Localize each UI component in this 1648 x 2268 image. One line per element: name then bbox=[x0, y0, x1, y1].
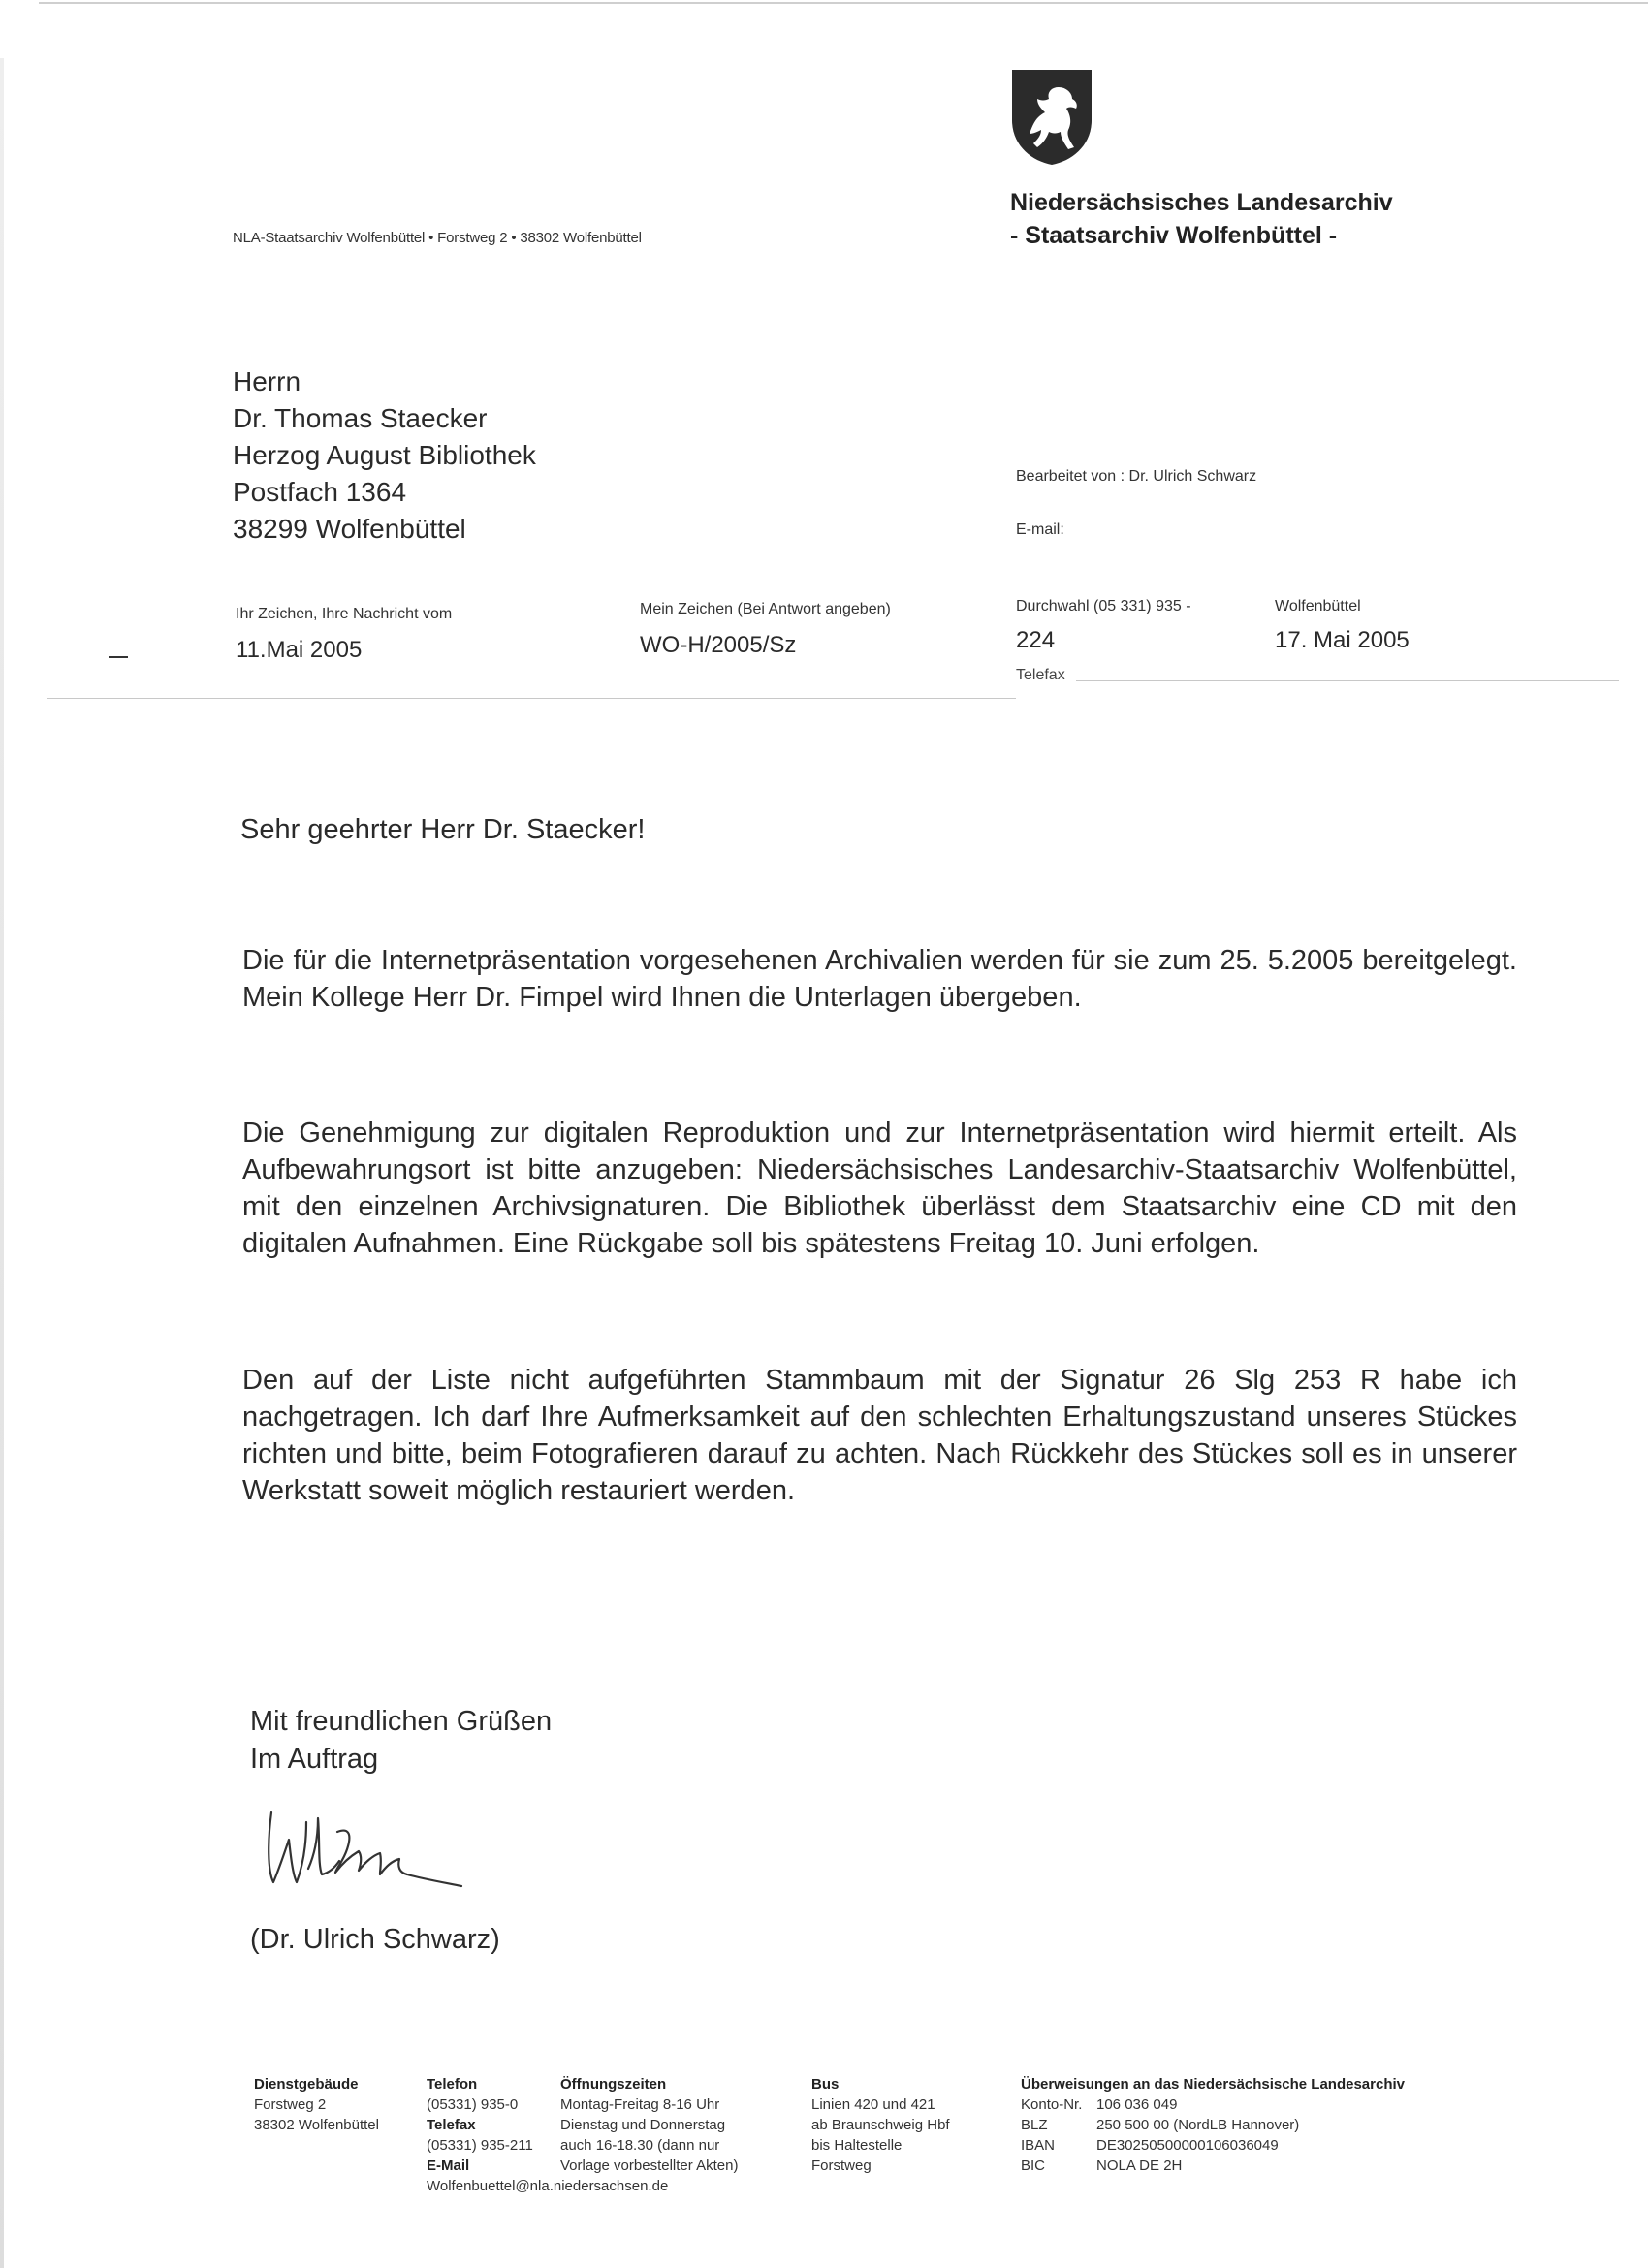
place-label: Wolfenbüttel bbox=[1275, 598, 1361, 614]
footer-line: ab Braunschweig Hbf bbox=[811, 2117, 950, 2133]
footer-line: bis Haltestelle bbox=[811, 2137, 903, 2154]
bank-value: 250 500 00 (NordLB Hannover) bbox=[1096, 2117, 1300, 2133]
footer-line: auch 16-18.30 (dann nur bbox=[560, 2137, 720, 2154]
org-name-line-2: - Staatsarchiv Wolfenbüttel - bbox=[1010, 222, 1338, 249]
bank-key: BIC bbox=[1021, 2158, 1046, 2174]
lower-saxony-horse-logo-icon bbox=[1008, 66, 1095, 167]
footer-line: Forstweg 2 bbox=[254, 2096, 327, 2113]
letter-date bbox=[1275, 598, 1410, 654]
bank-value: DE30250500000106036049 bbox=[1096, 2137, 1279, 2154]
scan-rule bbox=[47, 698, 1016, 699]
footer-heading: Öffnungszeiten bbox=[560, 2076, 667, 2093]
footer-heading: Dienstgebäude bbox=[254, 2076, 359, 2093]
direct-dial-label: Durchwahl (05 331) 935 - bbox=[1016, 598, 1191, 614]
recipient-line: Herrn bbox=[233, 366, 301, 396]
bank-row bbox=[1021, 2095, 1405, 2115]
footer-line: Dienstag und Donnerstag bbox=[560, 2117, 726, 2133]
footer-bank bbox=[1021, 2074, 1405, 2176]
footer-line: Vorlage vorbestellter Akten) bbox=[560, 2158, 739, 2174]
your-reference-value: 11.Mai 2005 bbox=[236, 637, 363, 663]
scan-rule bbox=[1076, 680, 1619, 681]
email-label: E-mail: bbox=[1016, 521, 1064, 538]
footer-heading: Telefax bbox=[427, 2117, 476, 2133]
direct-dial-value: 224 bbox=[1016, 627, 1056, 653]
bank-value: 106 036 049 bbox=[1096, 2096, 1178, 2113]
recipient-line: Dr. Thomas Staecker bbox=[233, 403, 488, 433]
footer-line: 38302 Wolfenbüttel bbox=[254, 2117, 379, 2133]
footer-line: (05331) 935-211 bbox=[427, 2137, 533, 2154]
footer-line: Forstweg bbox=[811, 2158, 872, 2174]
recipient-line: Herzog August Bibliothek bbox=[233, 440, 536, 470]
bank-key: Konto-Nr. bbox=[1021, 2096, 1083, 2113]
footer-heading: Telefon bbox=[427, 2076, 478, 2093]
closing-line: Mit freundlichen Grüßen bbox=[250, 1706, 553, 1737]
page-edge bbox=[39, 2, 1648, 4]
salutation: Sehr geehrter Herr Dr. Staecker! bbox=[240, 814, 646, 845]
footer-heading: Bus bbox=[811, 2076, 840, 2093]
handwritten-signature bbox=[262, 1793, 475, 1900]
your-reference-label: Ihr Zeichen, Ihre Nachricht vom bbox=[236, 606, 453, 622]
footer-line: Linien 420 und 421 bbox=[811, 2096, 935, 2113]
fold-mark bbox=[109, 656, 128, 658]
footer-heading: E-Mail bbox=[427, 2158, 470, 2174]
page-edge-left bbox=[0, 58, 4, 2268]
bank-row bbox=[1021, 2115, 1405, 2135]
footer-email: Wolfenbuettel@nla.niedersachsen.de bbox=[427, 2178, 669, 2194]
your-reference bbox=[236, 606, 452, 664]
bank-row bbox=[1021, 2156, 1405, 2176]
telefax-label: Telefax bbox=[1016, 667, 1065, 683]
org-name-line-1: Niedersächsisches Landesarchiv bbox=[1010, 189, 1393, 216]
footer-building bbox=[254, 2074, 379, 2135]
paragraph: Die Genehmigung zur digitalen Reproduktion und zur Internetpräsentation wird hiermit erteilt. Als Aufbewahrungsort ist bitte anzugeben: Niedersächsisches Landesarchiv-Staatsarchiv Wolfenbüttel, mit den einzelnen Archivsignaturen. Die Bibliothek überlässt dem Staatsarchiv eine CD mit den digitalen Aufnahmen. Eine Rückgabe soll bis spätestens Freitag 10. Juni erfolgen. bbox=[242, 1118, 1517, 1259]
closing bbox=[250, 1703, 552, 1779]
bank-row bbox=[1021, 2135, 1405, 2156]
footer-line: (05331) 935-0 bbox=[427, 2096, 519, 2113]
closing-line: Im Auftrag bbox=[250, 1744, 379, 1775]
footer-bus bbox=[811, 2074, 950, 2176]
bank-key: IBAN bbox=[1021, 2137, 1056, 2154]
my-reference bbox=[640, 601, 891, 659]
signer-name: (Dr. Ulrich Schwarz) bbox=[250, 1924, 500, 1955]
paragraph: Den auf der Liste nicht aufgeführten Stammbaum mit der Signatur 26 Slg 253 R habe ich nachgetragen. Ich darf Ihre Aufmerksamkeit auf den schlechten Erhaltungszustand unseres Stückes richten und bitte, beim Fotografieren darauf zu achten. Nach Rückkehr des Stückes soll es in unserer Werkstatt soweit möglich restauriert werden. bbox=[242, 1365, 1517, 1506]
recipient-address bbox=[233, 363, 536, 548]
footer-line: Montag-Freitag 8-16 Uhr bbox=[560, 2096, 720, 2113]
footer-hours bbox=[560, 2074, 738, 2176]
direct-dial bbox=[1016, 598, 1191, 654]
organization-name bbox=[1010, 186, 1393, 252]
date-value: 17. Mai 2005 bbox=[1275, 627, 1410, 653]
recipient-line: Postfach 1364 bbox=[233, 477, 407, 507]
my-reference-value: WO-H/2005/Sz bbox=[640, 632, 797, 658]
processed-by: Bearbeitet von : Dr. Ulrich Schwarz bbox=[1016, 468, 1257, 485]
paragraph: Die für die Internetpräsentation vorgesehenen Archivalien werden für sie zum 25. 5.2005 bereitgelegt. Mein Kollege Herr Dr. Fimpel wird Ihnen die Unterlagen übergeben. bbox=[242, 945, 1517, 1013]
footer-heading: Überweisungen an das Niedersächsische Landesarchiv bbox=[1021, 2076, 1405, 2093]
recipient-line: 38299 Wolfenbüttel bbox=[233, 514, 466, 544]
bank-value: NOLA DE 2H bbox=[1096, 2158, 1183, 2174]
bank-key: BLZ bbox=[1021, 2117, 1048, 2133]
sender-address-line: NLA-Staatsarchiv Wolfenbüttel • Forstweg 2 • 38302 Wolfenbüttel bbox=[233, 230, 642, 246]
my-reference-label: Mein Zeichen (Bei Antwort angeben) bbox=[640, 601, 891, 617]
